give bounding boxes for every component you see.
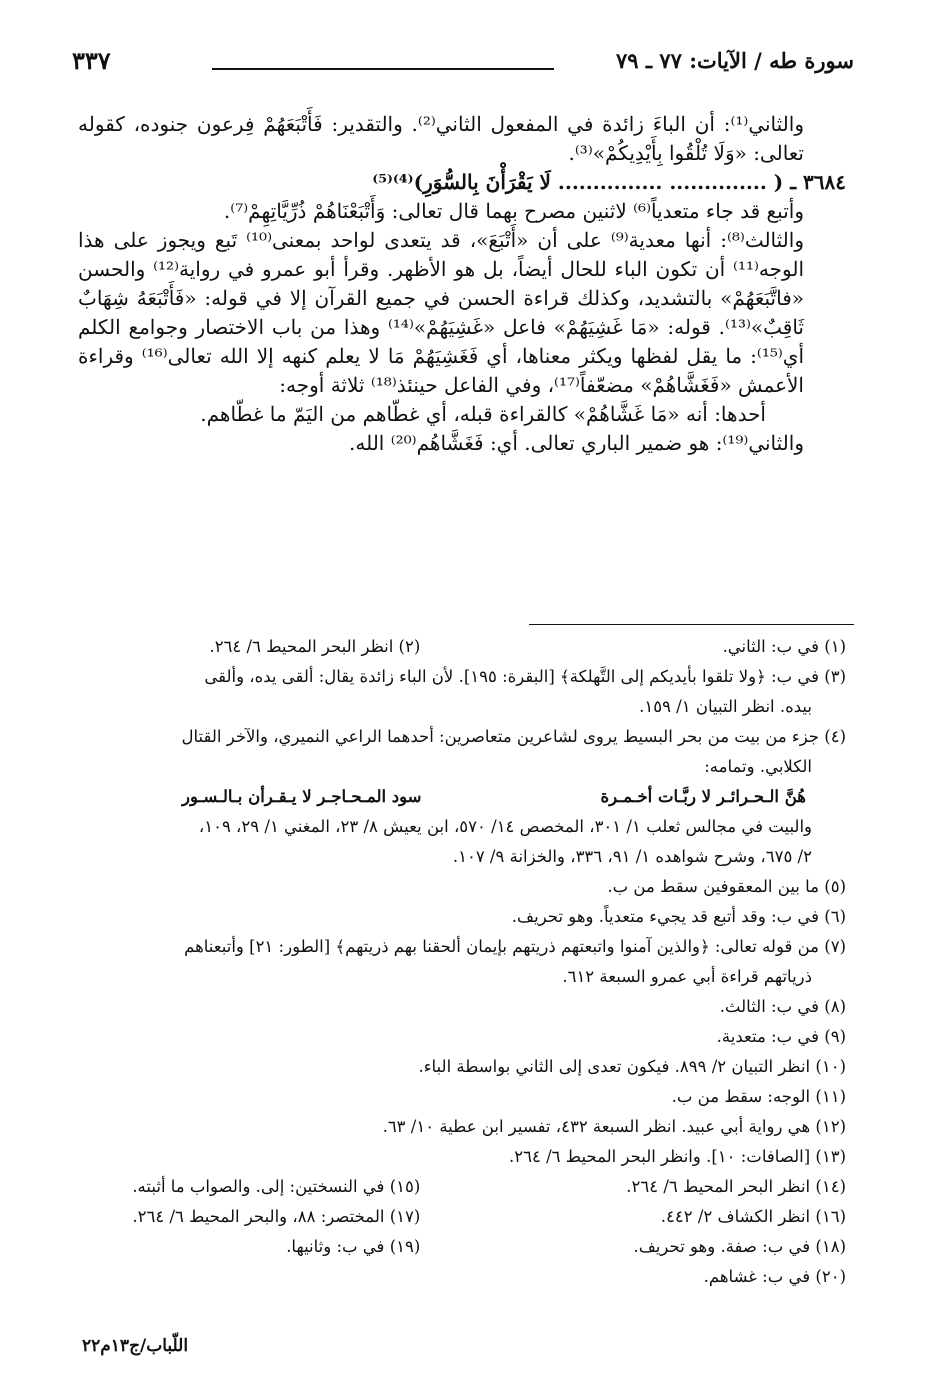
footnote-4-cont: الكلابي. وتمامه: bbox=[704, 757, 812, 776]
footnote-separator bbox=[529, 624, 854, 625]
footnote-13: (١٣) [الصافات: ١٠]. وانظر البحر المحيط ٦/ ٢٦٤. bbox=[509, 1147, 846, 1166]
footnote-6: (٦) في ب: وقد أتبع قد يجيء متعدياً. وهو تحريف. bbox=[511, 907, 846, 926]
footnote-7: (٧) من قوله تعالى: ﴿والذين آمنوا واتبعتهم ذريتهم بإيمان ألحقنا بهم ذريتهم﴾ [الطور: ٢١] وأتبعناهم bbox=[184, 937, 846, 956]
footnote-19: (١٩) في ب: وثانيها. bbox=[286, 1237, 421, 1256]
poem-second-hemistich: سود المـحـاجـر لا يـقـرأن بـالـسـور bbox=[182, 787, 422, 806]
footnote-2: (٢) انظر البحر المحيط ٦/ ٢٦٤. bbox=[209, 637, 421, 656]
footnote-5: (٥) ما بين المعقوفين سقط من ب. bbox=[607, 877, 846, 896]
footnote-row bbox=[72, 1202, 846, 1232]
footnote-4-sources-cont: ٢/ ٦٧٥، وشرح شواهده ١/ ٩١، ٣٣٦، والخزانة ٩/ ١٠٧. bbox=[452, 847, 812, 866]
footnote-4: (٤) جزء من بيت من بحر البسيط يروى لشاعرين متعاصرين: أحدهما الراعي النميري، والآخر القتال bbox=[181, 727, 846, 746]
footnote-12: (١٢) هي رواية أبي عبيد. انظر السبعة ٤٣٢، تفسير ابن عطية ١٠/ ٦٣. bbox=[382, 1117, 846, 1136]
footnotes bbox=[72, 632, 846, 1292]
footnote-7-cont: ذرياتهم قراءة أبي عمرو السبعة ٦١٢. bbox=[562, 967, 812, 986]
printer-signature: اللّباب/ج١٣م٢٢ bbox=[82, 1336, 189, 1356]
footnote-row bbox=[72, 1172, 846, 1202]
paragraph-atba: وأتبع قد جاء متعدياً⁽⁶⁾ لاثنين مصرح بهما قال تعالى: وَأَتْبَعْنَاهُمْ ذُرِّيَّاتِهِمْ⁽⁷⁾. bbox=[223, 199, 804, 223]
header-rule bbox=[212, 68, 554, 70]
footnote-4-sources: والبيت في مجالس ثعلب ١/ ٣٠١، المخصص ١٤/ ٥٧٠، ابن يعيش ٨/ ٢٣، المغني ١/ ٢٩، ١٠٩، bbox=[198, 817, 812, 836]
footnote-row bbox=[72, 1232, 846, 1262]
footnote-20: (٢٠) في ب: غشاهم. bbox=[703, 1267, 846, 1286]
surah-title: سورة طه / الآيات: ٧٧ ـ ٧٩ bbox=[616, 48, 854, 73]
paragraph-first-aspect: أحدها: أنه «مَا غَشَّاهُمْ» كالقراءة قبله، أي غطّاهم من اليَمّ ما غطّاهم. bbox=[200, 402, 766, 426]
footnote-9: (٩) في ب: متعدية. bbox=[716, 1027, 846, 1046]
footnote-row bbox=[72, 632, 846, 662]
main-text bbox=[78, 110, 846, 458]
paragraph-second-opinion: والثاني⁽¹⁾: أن الباءَ زائدة في المفعول الثاني⁽²⁾. والتقدير: فَأَتْبَعَهُمْ فِرعون جنوده، كقوله تعالى: «وَلَا تُلْقُوا بِأَيْدِيكُمْ»⁽³⁾. bbox=[78, 112, 804, 165]
footnote-1: (١) في ب: الثاني. bbox=[722, 637, 846, 656]
page-number: ٣٣٧ bbox=[72, 46, 111, 75]
footnote-16: (١٦) انظر الكشاف ٢/ ٤٤٢. bbox=[660, 1207, 846, 1226]
footnote-8: (٨) في ب: الثالث. bbox=[719, 997, 846, 1016]
footnote-15: (١٥) في النسختين: إلى. والصواب ما أثبته. bbox=[132, 1177, 421, 1196]
footnote-14: (١٤) انظر البحر المحيط ٦/ ٢٦٤. bbox=[626, 1177, 846, 1196]
paragraph-third-opinion: والثالث⁽⁸⁾: أنها معدية⁽⁹⁾ على أن «أَتْبَعَ»، قد يتعدى لواحد بمعنى⁽¹⁰⁾ تَبع ويجوز على هذا الوجه⁽¹¹⁾ أن تكون الباء للحال أيضاً، بل هو الأظهر. وقرأ أبو عمرو في رواية⁽¹²⁾ والحسن «فاتَّبَعَهُمْ» بالتشديد، وكذلك قراءة الحسن في جميع القرآن إلا في قوله: «فَأَتْبَعَهُ شِهَابٌ ثَاقِبٌ»⁽¹³⁾. قوله: «مَا غَشِيَهُمْ» فاعل «غَشِيَهُمْ»⁽¹⁴⁾ وهذا من باب الاختصار وجوامع الكلم أي⁽¹⁵⁾: ما يقل لفظها ويكثر معناها، أي فَغَشِيَهُمْ مَا لا يعلم كنهه إلا الله تعالى⁽¹⁶⁾ وقراءة الأعمش «فَغَشَّاهُمْ» مضعّفاً⁽¹⁷⁾، وفي الفاعل حينئذ⁽¹⁸⁾ ثلاثة أوجه: bbox=[78, 228, 804, 397]
running-header bbox=[72, 44, 854, 84]
footnote-11: (١١) الوجه: سقط من ب. bbox=[671, 1087, 846, 1106]
footnote-3-cont: بيده. انظر التبيان ١/ ١٥٩. bbox=[639, 697, 812, 716]
footnote-3: (٣) في ب: ﴿ولا تلقوا بأيديكم إلى التَّهلكة﴾ [البقرة: ١٩٥]. لأن الباء زائدة يقال: ألقى يده، وألقى bbox=[204, 667, 846, 686]
footnote-10: (١٠) انظر التبيان ٢/ ٨٩٩. فيكون تعدى إلى الثاني بواسطة الباء. bbox=[418, 1057, 846, 1076]
verse-quote-3684: ٣٦٨٤ ـ ( .............. ............... لَا يَقْرَأْنَ بِالسُّوَرِ)⁽⁴⁾⁽⁵⁾ bbox=[372, 170, 846, 194]
poem-first-hemistich: هُنَّ الـحـرائـر لا ربَّـات أخـمـرة bbox=[600, 787, 806, 806]
paragraph-second-aspect: والثاني⁽¹⁹⁾: هو ضمير الباري تعالى. أي: فَغَشَّاهُم⁽²⁰⁾ الله. bbox=[349, 431, 804, 455]
footnote-17: (١٧) المختصر: ٨٨، والبحر المحيط ٦/ ٢٦٤. bbox=[132, 1207, 421, 1226]
footnote-18: (١٨) في ب: صفة. وهو تحريف. bbox=[633, 1237, 846, 1256]
poem-verse bbox=[72, 782, 846, 812]
